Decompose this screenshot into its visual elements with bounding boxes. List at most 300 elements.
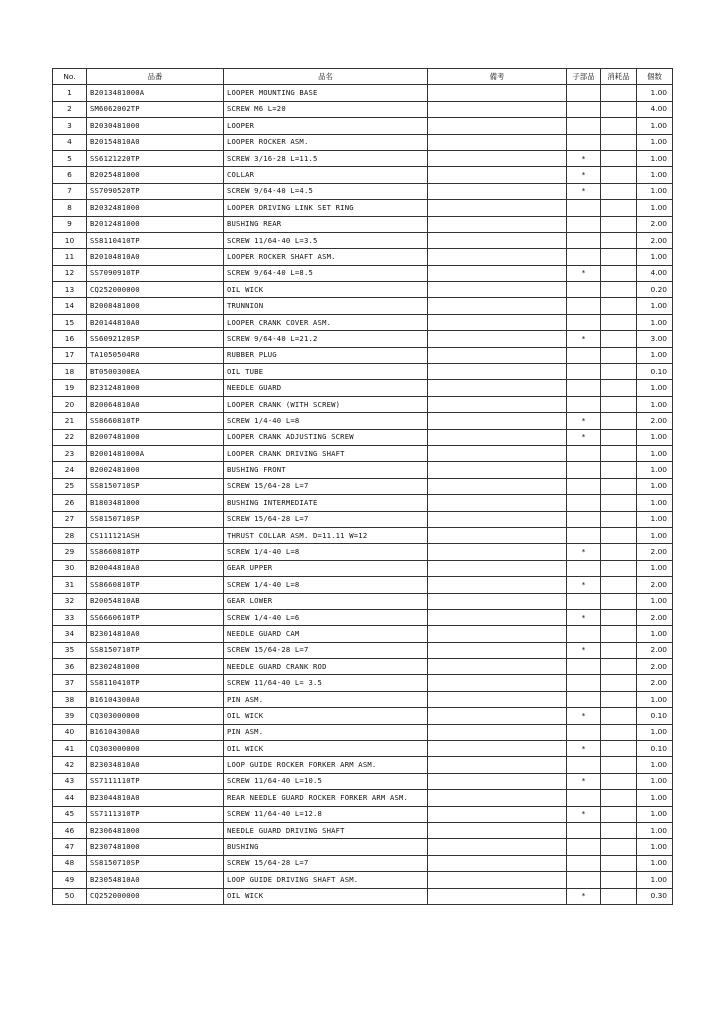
consumable-mark [601,642,637,658]
subpart-mark: * [567,544,601,560]
part-code: B20064810A0 [87,396,224,412]
row-number: 8 [53,200,87,216]
table-row [53,478,673,494]
remarks [428,118,567,134]
remarks [428,855,567,871]
part-name: GEAR LOWER [224,593,428,609]
quantity: 1.00 [637,855,673,871]
header-part-name: 品名 [224,69,428,85]
table-row [53,216,673,232]
row-number: 38 [53,691,87,707]
part-code: B2312481000 [87,380,224,396]
remarks [428,773,567,789]
part-name: SCREW 1/4-40 L=6 [224,609,428,625]
row-number: 48 [53,855,87,871]
remarks [428,396,567,412]
part-code: SS6121220TP [87,150,224,166]
quantity: 1.00 [637,724,673,740]
row-number: 10 [53,232,87,248]
part-name: BUSHING INTERMEDIATE [224,495,428,511]
quantity: 1.00 [637,445,673,461]
part-code: BT0500300EA [87,364,224,380]
part-name: SCREW 15/64-28 L=7 [224,511,428,527]
quantity: 4.00 [637,101,673,117]
table-row [53,527,673,543]
part-name: LOOPER CRANK ADJUSTING SCREW [224,429,428,445]
remarks [428,85,567,101]
consumable-mark [601,724,637,740]
quantity: 1.00 [637,85,673,101]
subpart-mark [567,659,601,675]
part-code: B2032481000 [87,200,224,216]
table-row [53,396,673,412]
consumable-mark [601,265,637,281]
part-name: SCREW 9/64-40 L=8.5 [224,265,428,281]
subpart-mark: * [567,429,601,445]
part-name: GEAR UPPER [224,560,428,576]
table-row [53,675,673,691]
subpart-mark: * [567,577,601,593]
header-subpart: 子部品 [567,69,601,85]
part-code: TA1050504R0 [87,347,224,363]
remarks [428,511,567,527]
part-code: CQ252000000 [87,888,224,904]
consumable-mark [601,298,637,314]
quantity: 2.00 [637,544,673,560]
remarks [428,642,567,658]
subpart-mark [567,232,601,248]
consumable-mark [601,150,637,166]
remarks [428,888,567,904]
part-name: LOOPER [224,118,428,134]
subpart-mark [567,790,601,806]
quantity: 1.00 [637,183,673,199]
quantity: 4.00 [637,265,673,281]
table-row [53,282,673,298]
subpart-mark: * [567,183,601,199]
consumable-mark [601,249,637,265]
consumable-mark [601,593,637,609]
table-row [53,822,673,838]
subpart-mark [567,560,601,576]
part-name: LOOPER MOUNTING BASE [224,85,428,101]
table-row [53,724,673,740]
quantity: 2.00 [637,577,673,593]
consumable-mark [601,314,637,330]
remarks [428,741,567,757]
row-number: 1 [53,85,87,101]
row-number: 36 [53,659,87,675]
quantity: 1.00 [637,380,673,396]
part-name: SCREW 11/64-40 L=12.8 [224,806,428,822]
remarks [428,183,567,199]
row-number: 14 [53,298,87,314]
quantity: 1.00 [637,593,673,609]
table-row [53,101,673,117]
consumable-mark [601,839,637,855]
quantity: 0.30 [637,888,673,904]
table-row [53,790,673,806]
part-code: CQ303000000 [87,741,224,757]
remarks [428,478,567,494]
remarks [428,462,567,478]
quantity: 1.00 [637,167,673,183]
remarks [428,839,567,855]
subpart-mark: * [567,741,601,757]
subpart-mark: * [567,708,601,724]
row-number: 15 [53,314,87,330]
consumable-mark [601,741,637,757]
subpart-mark [567,593,601,609]
subpart-mark [567,478,601,494]
quantity: 1.00 [637,757,673,773]
table-row [53,757,673,773]
quantity: 2.00 [637,216,673,232]
remarks [428,872,567,888]
consumable-mark [601,445,637,461]
subpart-mark: * [567,888,601,904]
remarks [428,134,567,150]
remarks [428,150,567,166]
subpart-mark [567,364,601,380]
consumable-mark [601,626,637,642]
quantity: 1.00 [637,462,673,478]
part-code: B2030481000 [87,118,224,134]
remarks [428,806,567,822]
part-code: SS8660810TP [87,413,224,429]
remarks [428,724,567,740]
remarks [428,495,567,511]
row-number: 23 [53,445,87,461]
part-code: B2001481000A [87,445,224,461]
subpart-mark [567,298,601,314]
part-code: B2302481000 [87,659,224,675]
remarks [428,757,567,773]
table-header-row [53,69,673,85]
part-code: CQ252000000 [87,282,224,298]
table-row [53,445,673,461]
part-name: PIN ASM. [224,724,428,740]
row-number: 24 [53,462,87,478]
part-name: SCREW M6 L=20 [224,101,428,117]
quantity: 1.00 [637,560,673,576]
part-name: COLLAR [224,167,428,183]
row-number: 11 [53,249,87,265]
remarks [428,413,567,429]
quantity: 1.00 [637,839,673,855]
consumable-mark [601,216,637,232]
row-number: 28 [53,527,87,543]
table-row [53,560,673,576]
remarks [428,298,567,314]
table-row [53,167,673,183]
part-code: B20144810A0 [87,314,224,330]
table-row [53,691,673,707]
consumable-mark [601,118,637,134]
subpart-mark [567,462,601,478]
subpart-mark: * [567,265,601,281]
table-row [53,806,673,822]
quantity: 1.00 [637,314,673,330]
consumable-mark [601,200,637,216]
quantity: 1.00 [637,429,673,445]
quantity: 1.00 [637,396,673,412]
subpart-mark [567,691,601,707]
consumable-mark [601,773,637,789]
part-code: B2306481000 [87,822,224,838]
consumable-mark [601,609,637,625]
part-name: SCREW 9/64-40 L=4.5 [224,183,428,199]
row-number: 16 [53,331,87,347]
part-code: B2008481000 [87,298,224,314]
part-code: SS8150710TP [87,642,224,658]
table-row [53,314,673,330]
table-row [53,413,673,429]
part-name: PIN ASM. [224,691,428,707]
part-code: B2025481000 [87,167,224,183]
part-name: NEEDLE GUARD CRANK ROD [224,659,428,675]
row-number: 4 [53,134,87,150]
row-number: 27 [53,511,87,527]
table-row [53,544,673,560]
consumable-mark [601,708,637,724]
consumable-mark [601,888,637,904]
table-row [53,626,673,642]
row-number: 9 [53,216,87,232]
quantity: 1.00 [637,134,673,150]
part-code: B23034810A0 [87,757,224,773]
consumable-mark [601,527,637,543]
quantity: 2.00 [637,413,673,429]
part-code: B16104300A0 [87,724,224,740]
quantity: 1.00 [637,773,673,789]
part-name: LOOPER ROCKER SHAFT ASM. [224,249,428,265]
remarks [428,708,567,724]
part-name: OIL WICK [224,708,428,724]
row-number: 42 [53,757,87,773]
subpart-mark [567,855,601,871]
row-number: 19 [53,380,87,396]
consumable-mark [601,478,637,494]
subpart-mark [567,85,601,101]
consumable-mark [601,134,637,150]
part-name: LOOPER CRANK COVER ASM. [224,314,428,330]
consumable-mark [601,806,637,822]
part-name: THRUST COLLAR ASM. D=11.11 W=12 [224,527,428,543]
row-number: 2 [53,101,87,117]
consumable-mark [601,364,637,380]
row-number: 26 [53,495,87,511]
quantity: 1.00 [637,511,673,527]
parts-table [52,68,673,905]
consumable-mark [601,560,637,576]
table-row [53,609,673,625]
part-name: SCREW 1/4-40 L=8 [224,413,428,429]
table-row [53,872,673,888]
table-row [53,855,673,871]
consumable-mark [601,691,637,707]
part-code: SM6062002TP [87,101,224,117]
row-number: 18 [53,364,87,380]
quantity: 1.00 [637,872,673,888]
part-name: LOOPER CRANK (WITH SCREW) [224,396,428,412]
subpart-mark [567,380,601,396]
part-name: OIL WICK [224,741,428,757]
remarks [428,790,567,806]
consumable-mark [601,85,637,101]
row-number: 12 [53,265,87,281]
consumable-mark [601,495,637,511]
subpart-mark [567,118,601,134]
table-row [53,429,673,445]
consumable-mark [601,855,637,871]
remarks [428,691,567,707]
table-row [53,708,673,724]
remarks [428,200,567,216]
subpart-mark [567,134,601,150]
subpart-mark [567,200,601,216]
row-number: 41 [53,741,87,757]
quantity: 1.00 [637,347,673,363]
consumable-mark [601,101,637,117]
subpart-mark [567,839,601,855]
table-row [53,134,673,150]
table-row [53,364,673,380]
part-code: CQ303000000 [87,708,224,724]
part-code: B16104300A0 [87,691,224,707]
row-number: 21 [53,413,87,429]
part-name: TRUNNION [224,298,428,314]
part-code: B2012481000 [87,216,224,232]
subpart-mark [567,495,601,511]
consumable-mark [601,511,637,527]
row-number: 6 [53,167,87,183]
table-body [53,85,673,905]
part-code: B1803481000 [87,495,224,511]
quantity: 1.00 [637,200,673,216]
remarks [428,527,567,543]
table-row [53,839,673,855]
consumable-mark [601,790,637,806]
part-name: NEEDLE GUARD DRIVING SHAFT [224,822,428,838]
subpart-mark: * [567,331,601,347]
quantity: 2.00 [637,675,673,691]
remarks [428,216,567,232]
part-code: B2002481000 [87,462,224,478]
remarks [428,577,567,593]
row-number: 40 [53,724,87,740]
remarks [428,101,567,117]
subpart-mark [567,724,601,740]
part-name: RUBBER PLUG [224,347,428,363]
part-code: SS7090520TP [87,183,224,199]
subpart-mark [567,101,601,117]
consumable-mark [601,232,637,248]
table-row [53,85,673,101]
consumable-mark [601,429,637,445]
table-row [53,593,673,609]
part-code: CS111121ASH [87,527,224,543]
table-row [53,642,673,658]
subpart-mark [567,445,601,461]
subpart-mark [567,822,601,838]
part-code: B2307481000 [87,839,224,855]
consumable-mark [601,462,637,478]
remarks [428,560,567,576]
part-name: OIL TUBE [224,364,428,380]
quantity: 2.00 [637,659,673,675]
header-quantity: 個数 [637,69,673,85]
quantity: 1.00 [637,495,673,511]
quantity: 2.00 [637,609,673,625]
part-code: B2007481000 [87,429,224,445]
quantity: 2.00 [637,232,673,248]
consumable-mark [601,183,637,199]
consumable-mark [601,380,637,396]
part-name: REAR NEEDLE GUARD ROCKER FORKER ARM ASM. [224,790,428,806]
quantity: 3.00 [637,331,673,347]
table-row [53,462,673,478]
table-row [53,232,673,248]
quantity: 1.00 [637,691,673,707]
part-name: SCREW 1/4-40 L=8 [224,577,428,593]
parts-list-sheet [52,68,672,905]
table-row [53,118,673,134]
row-number: 45 [53,806,87,822]
consumable-mark [601,396,637,412]
remarks [428,675,567,691]
remarks [428,609,567,625]
part-code: SS8660810TP [87,544,224,560]
table-row [53,495,673,511]
row-number: 30 [53,560,87,576]
part-code: SS8150710SP [87,511,224,527]
header-part-code: 品番 [87,69,224,85]
subpart-mark: * [567,773,601,789]
subpart-mark [567,527,601,543]
part-code: SS8150710SP [87,855,224,871]
table-row [53,331,673,347]
subpart-mark [567,757,601,773]
row-number: 37 [53,675,87,691]
table-row [53,577,673,593]
remarks [428,445,567,461]
quantity: 1.00 [637,150,673,166]
part-name: OIL WICK [224,888,428,904]
subpart-mark [567,626,601,642]
part-name: SCREW 11/64-40 L= 3.5 [224,675,428,691]
part-code: SS6660610TP [87,609,224,625]
row-number: 47 [53,839,87,855]
remarks [428,380,567,396]
part-code: SS7111110TP [87,773,224,789]
part-code: SS6092120SP [87,331,224,347]
part-code: B23044810A0 [87,790,224,806]
subpart-mark [567,396,601,412]
remarks [428,659,567,675]
remarks [428,626,567,642]
consumable-mark [601,577,637,593]
consumable-mark [601,675,637,691]
part-name: BUSHING REAR [224,216,428,232]
quantity: 1.00 [637,118,673,134]
part-code: SS7090910TP [87,265,224,281]
quantity: 1.00 [637,790,673,806]
quantity: 2.00 [637,642,673,658]
subpart-mark [567,249,601,265]
part-code: SS7111310TP [87,806,224,822]
consumable-mark [601,167,637,183]
